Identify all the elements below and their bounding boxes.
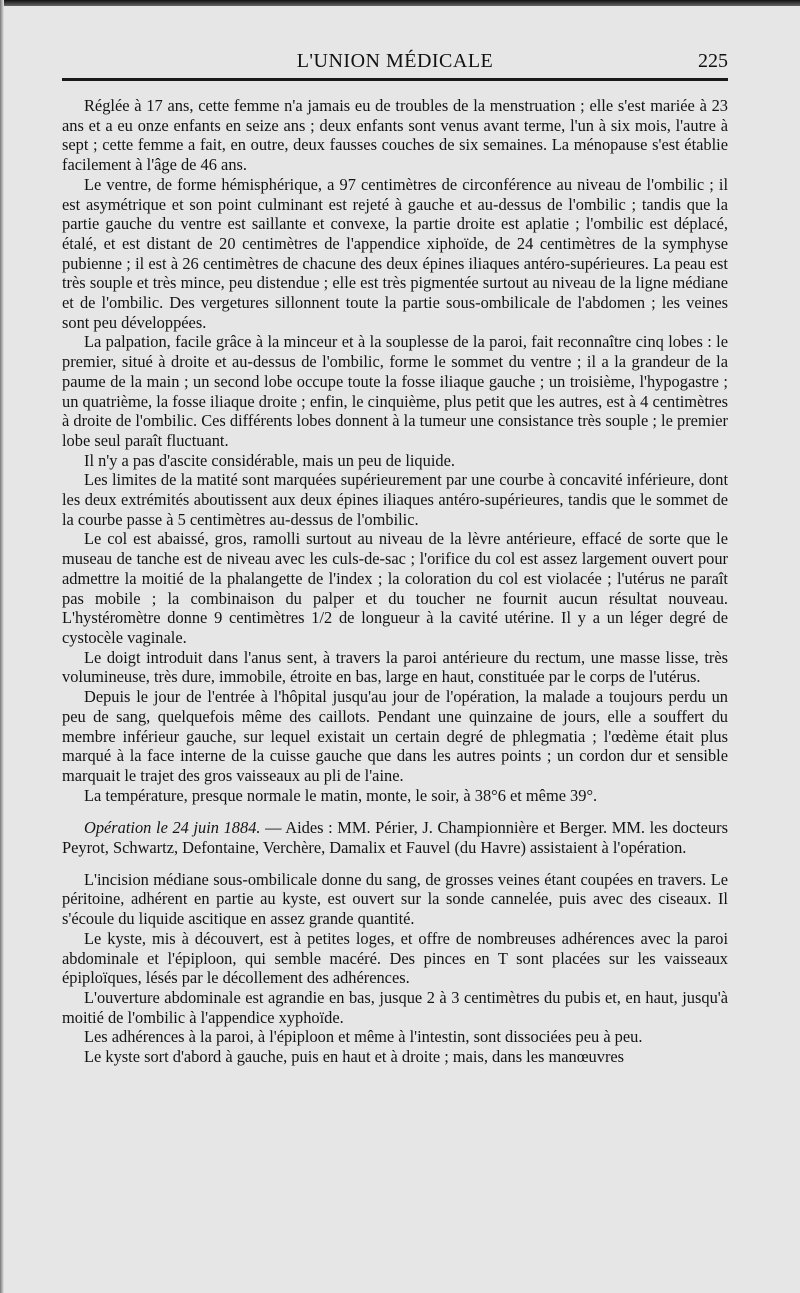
operation-date: Opération le 24 juin 1884. xyxy=(84,818,261,838)
paragraph-operation xyxy=(62,818,728,857)
page-header xyxy=(62,46,728,82)
operation-assistants: — Aides : MM. Périer, J. Championnière et Berger. MM. les docteurs Peyrot, Schwartz, Defontaine, Verchère, Damalix et Fauvel (du Havre) assistaient à l'opération. xyxy=(62,818,728,858)
paragraph-toucher-rectal: Le doigt introduit dans l'anus sent, à travers la paroi antérieure du rectum, une masse lisse, très volumineuse, très dure, immobile, étroite en bas, large en haut, constituée par le corps de l'utérus. xyxy=(62,647,728,687)
body-text xyxy=(62,96,728,1067)
running-title: L'UNION MÉDICALE xyxy=(296,50,494,72)
paragraph-kyste: Le kyste, mis à découvert, est à petites loges, et offre de nombreuses adhérences avec la paroi abdominale et l'épiploon, qui semble macéré. Des pinces en T sont placées sur les vaisseaux épiploïques, lésés par le décollement des adhérences. xyxy=(62,928,728,988)
paragraph-matite: Les limites de la matité sont marquées supérieurement par une courbe à concavité inférieure, dont les deux extrémités aboutissent aux deux épines iliaques antéro-supérieures, tandis que le sommet de la courbe passe à 5 centimètres au-dessus de l'ombilic. xyxy=(62,470,728,529)
header-rule xyxy=(62,78,728,81)
scan-edge-top xyxy=(0,0,800,6)
paragraph-palpation: La palpation, facile grâce à la minceur et à la souplesse de la paroi, fait reconnaître cinq lobes : le premier, situé à droite et au-dessus de l'ombilic, forme le sommet du ventre ; il a la grandeur de la paume de la main ; un second lobe occupe toute la fosse iliaque gauche ; un troisième, l'hypogastre ; un quatrième, la fosse iliaque droite ; enfin, le cinquième, plus petit que les autres, est à 4 centimètres à droite de l'ombilic. Ces différents lobes donnent à la tumeur une consistance très souple ; le premier lobe seul paraît fluctuant. xyxy=(62,332,728,450)
paragraph-menstruation: Réglée à 17 ans, cette femme n'a jamais eu de troubles de la menstruation ; elle s'est mariée à 23 ans et a eu onze enfants en seize ans ; deux enfants sont venus avant terme, l'un à six mois, l'autre à sept ; cette femme a fait, en outre, deux fausses couches de six semaines. La ménopause s'est établie facilement à l'âge de 46 ans. xyxy=(62,96,728,175)
paragraph-incision: L'incision médiane sous-ombilicale donne du sang, de grosses veines étant coupées en travers. Le péritoine, adhérent en partie au kyste, est ouvert sur la sonde cannelée, puis avec des ciseaux. Il s'écoule du liquide ascitique en assez grande quantité. xyxy=(62,869,728,929)
paragraph-ascite: Il n'y a pas d'ascite considérable, mais un peu de liquide. xyxy=(84,450,455,470)
paragraph-sortie-kyste: Le kyste sort d'abord à gauche, puis en haut et à droite ; mais, dans les manœuvres xyxy=(84,1047,625,1067)
paragraph-evolution: Depuis le jour de l'entrée à l'hôpital jusqu'au jour de l'opération, la malade a toujours perdu un peu de sang, quelquefois même des caillots. Pendant une quinzaine de jours, elle a souffert du membre inférieur gauche, sur lequel existait un certain degré de phlegmatia ; l'œdème était plus marqué à la face interne de la cuisse gauche que dans les autres points ; un cordon dur et sensible marquait le trajet des gros vaisseaux au pli de l'aine. xyxy=(62,687,728,785)
paragraph-temperature: La température, presque normale le matin, monte, le soir, à 38°6 et même 39°. xyxy=(84,785,598,805)
page-number: 225 xyxy=(698,50,728,72)
paragraph-col: Le col est abaissé, gros, ramolli surtout au niveau de la lèvre antérieure, effacé de sorte que le museau de tanche est de niveau avec les culs-de-sac ; l'orifice du col est assez largement ouvert pour admettre la moitié de la phalangette de l'index ; la coloration du col est violacée ; l'utérus ne paraît pas mobile ; la combinaison du palper et du toucher ne fournit aucun résultat nouveau. L'hystéromètre donne 9 centimètres 1/2 de longueur à la cavité utérine. Il y a un léger degré de cystocèle vaginale. xyxy=(62,529,728,647)
paragraph-abdomen: Le ventre, de forme hémisphérique, a 97 centimètres de circonférence au niveau de l'ombilic ; il est asymétrique et son point culminant est rejeté à gauche et au-dessus de l'ombilic ; tandis que la partie gauche du ventre est saillante et convexe, la partie droite est aplatie ; l'ombilic est déplacé, étalé, et est distant de 20 centimètres de l'appendice xiphoïde, de 24 centimètres de la symphyse pubienne ; il est à 26 centimètres de chacune des deux épines iliaques antéro-supérieures. La peau est très souple et très mince, peu distendue ; elle est très pigmentée surtout au niveau de la ligne médiane et de l'ombilic. Des vergetures sillonnent toute la partie sous-ombilicale de l'abdomen ; les veines sont peu développées. xyxy=(62,174,728,332)
paragraph-ouverture: L'ouverture abdominale est agrandie en bas, jusque 2 à 3 centimètres du pubis et, en haut, jusqu'à moitié de l'ombilic à l'appendice xyphoïde. xyxy=(62,987,728,1027)
scan-edge-left xyxy=(0,0,4,1293)
paragraph-adherences: Les adhérences à la paroi, à l'épiploon et même à l'intestin, sont dissociées peu à peu. xyxy=(84,1027,643,1047)
